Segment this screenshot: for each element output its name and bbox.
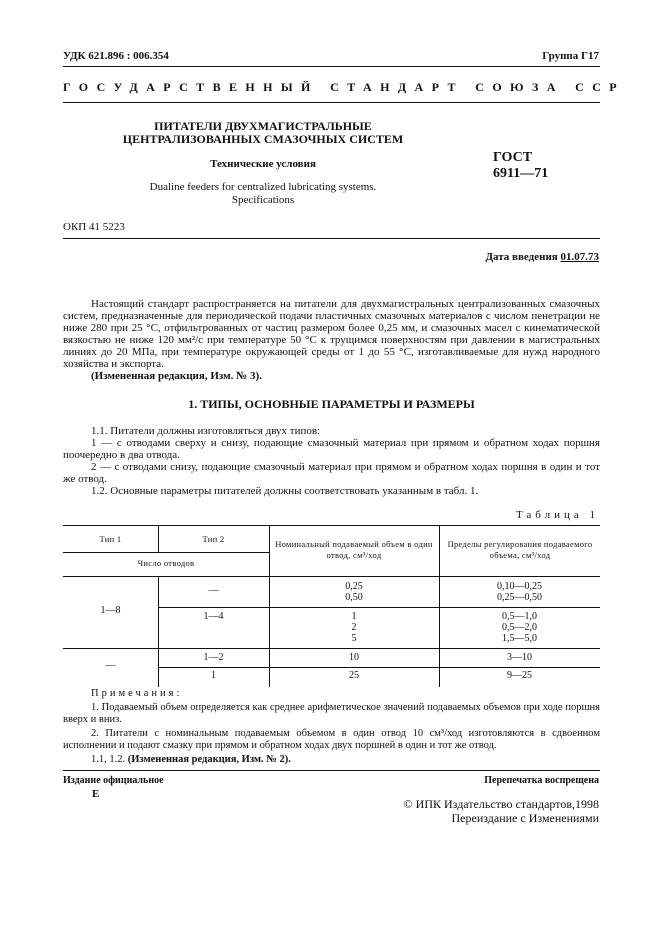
- table-cell-type2: 1—2: [203, 652, 224, 663]
- note-2: 2. Питатели с номинальным подаваемым объемом в один отвод 10 см³/ход изготовляются в сдвоенном исполнении и подают смазку при прямом и обратном ходах двух поршней в один и тот же отвод.: [63, 728, 600, 751]
- table-cell-type2: 1: [211, 670, 216, 681]
- section-p2: 1 — с отводами сверху и снизу, подающие смазочный материал при прямом и обратном ходах поршня поочередно в два отвода.: [63, 437, 600, 461]
- section-body: [63, 425, 600, 497]
- reprint-prohibited: Перепечатка воспрещена: [484, 775, 599, 786]
- table-cell-nominal: [269, 581, 439, 603]
- nominal-value: 0,25: [345, 581, 363, 592]
- table-cell-limits: [439, 581, 600, 603]
- header-type1: Тип 1: [99, 534, 122, 544]
- nominal-value: 1: [351, 611, 357, 622]
- notes-body: [63, 702, 600, 766]
- nominal-value: 2: [351, 622, 357, 633]
- section-p4: 1.2. Основные параметры питателей должны соответствовать указанным в табл. 1.: [91, 485, 479, 497]
- okp-code: ОКП 41 5223: [63, 221, 125, 233]
- reissue-note: Переиздание с Изменениями: [451, 811, 599, 825]
- subtitle: Технические условия: [210, 158, 316, 170]
- intro-date-label: Дата введения: [485, 251, 561, 263]
- intro-date: [485, 251, 599, 264]
- note-revision-prefix: 1.1, 1.2.: [91, 754, 128, 765]
- nominal-value: 5: [351, 633, 357, 644]
- udk-code: УДК 621.896 : 006.354: [63, 50, 169, 62]
- intro-revision: (Измененная редакция, Изм. № 3).: [91, 370, 262, 382]
- table-cell-type2: 1—4: [203, 611, 224, 622]
- intro-paragraph: [63, 298, 600, 382]
- parameters-table: [63, 525, 600, 687]
- note-revision: (Измененная редакция, Изм. № 2).: [127, 754, 291, 765]
- note-1: 1. Подаваемый объем определяется как среднее арифметическое значений подаваемых объемов при ходе поршня вверх и вниз.: [63, 702, 600, 725]
- gost-label: ГОСТ: [493, 150, 533, 165]
- english-title: [63, 181, 463, 207]
- table-cell-limits: 3—10: [507, 652, 532, 663]
- table-caption: Таблица 1: [515, 509, 599, 521]
- intro-date-value: 01.07.73: [560, 251, 599, 263]
- okp-rule: [63, 238, 600, 239]
- footer-rule: [63, 770, 600, 771]
- edition-letter: Е: [92, 788, 100, 800]
- table-cell-limits: [439, 611, 600, 644]
- header-nominal: Номинальный подаваемый объем в один отвод, см³/ход: [275, 539, 433, 560]
- limits-value: 0,10—0,25: [497, 581, 542, 592]
- gost-number: 6911—71: [493, 166, 549, 181]
- gost-designation: [493, 150, 548, 182]
- limits-value: 1,5—5,0: [502, 633, 537, 644]
- standard-banner: ГОСУДАРСТВЕННЫЙ СТАНДАРТ СОЮЗА ССР: [63, 80, 626, 94]
- group-code: Группа Г17: [542, 50, 599, 62]
- notes-title: Примечания:: [91, 688, 183, 699]
- official-edition: Издание официальное: [63, 775, 164, 786]
- table-cell-type1: —: [105, 660, 116, 671]
- title-line-1: ПИТАТЕЛИ ДВУХМАГИСТРАЛЬНЫЕ: [154, 119, 372, 133]
- table-cell-nominal: 10: [349, 652, 359, 663]
- limits-value: 0,25—0,50: [497, 592, 542, 603]
- copyright: © ИПК Издательство стандартов,1998: [403, 797, 599, 811]
- header-outlets: Число отводов: [137, 558, 195, 568]
- nominal-value: 0,50: [345, 592, 363, 603]
- table-cell-type1: 1—8: [100, 605, 121, 616]
- section-p3: 2 — с отводами снизу, подающие смазочный материал при прямом и обратном ходах поршня в один и тот же отвод.: [63, 461, 600, 485]
- section-heading: 1. ТИПЫ, ОСНОВНЫЕ ПАРАМЕТРЫ И РАЗМЕРЫ: [188, 397, 475, 411]
- table-cell-limits: 9—25: [507, 670, 532, 681]
- table-cell-type2: —: [208, 585, 219, 596]
- publisher-block: [404, 797, 599, 825]
- limits-value: 0,5—2,0: [502, 622, 537, 633]
- limits-value: 0,5—1,0: [502, 611, 537, 622]
- header-limits: Пределы регулирования подаваемого объема, см³/ход: [447, 539, 593, 560]
- english-title-line-2: Specifications: [231, 194, 295, 206]
- intro-text: Настоящий стандарт распространяется на питатели для двухмагистральных централизованных смазочных систем, предназначенные для периодической подачи пластичных смазочных материалов с числом пенетрации не ниже 280 при 25 °С, отфильтрованных от частиц размером более 0,25 мм, и смазочных масел с кинематической вязкостью не ниже 120 мм²/с при температуре 50 °С к трущимся поверхностям при давлении в магистральных линиях до 20 МПа, при температуре окружающей среды от 1 до 55 °С, изготавливаемые для нужд народного хозяйства и экспорта.: [63, 298, 600, 370]
- section-p1: 1.1. Питатели должны изготовляться двух типов:: [91, 425, 321, 437]
- title-line-2: ЦЕНТРАЛИЗОВАННЫХ СМАЗОЧНЫХ СИСТЕМ: [122, 132, 404, 146]
- english-title-line-1: Dualine feeders for centralized lubricating systems.: [149, 181, 377, 193]
- table-cell-nominal: 25: [349, 670, 359, 681]
- title-block: [63, 120, 463, 146]
- banner-rule: [63, 102, 600, 103]
- table-cell-nominal: [269, 611, 439, 644]
- header-type2: Тип 2: [202, 534, 225, 544]
- header-rule: [63, 66, 600, 67]
